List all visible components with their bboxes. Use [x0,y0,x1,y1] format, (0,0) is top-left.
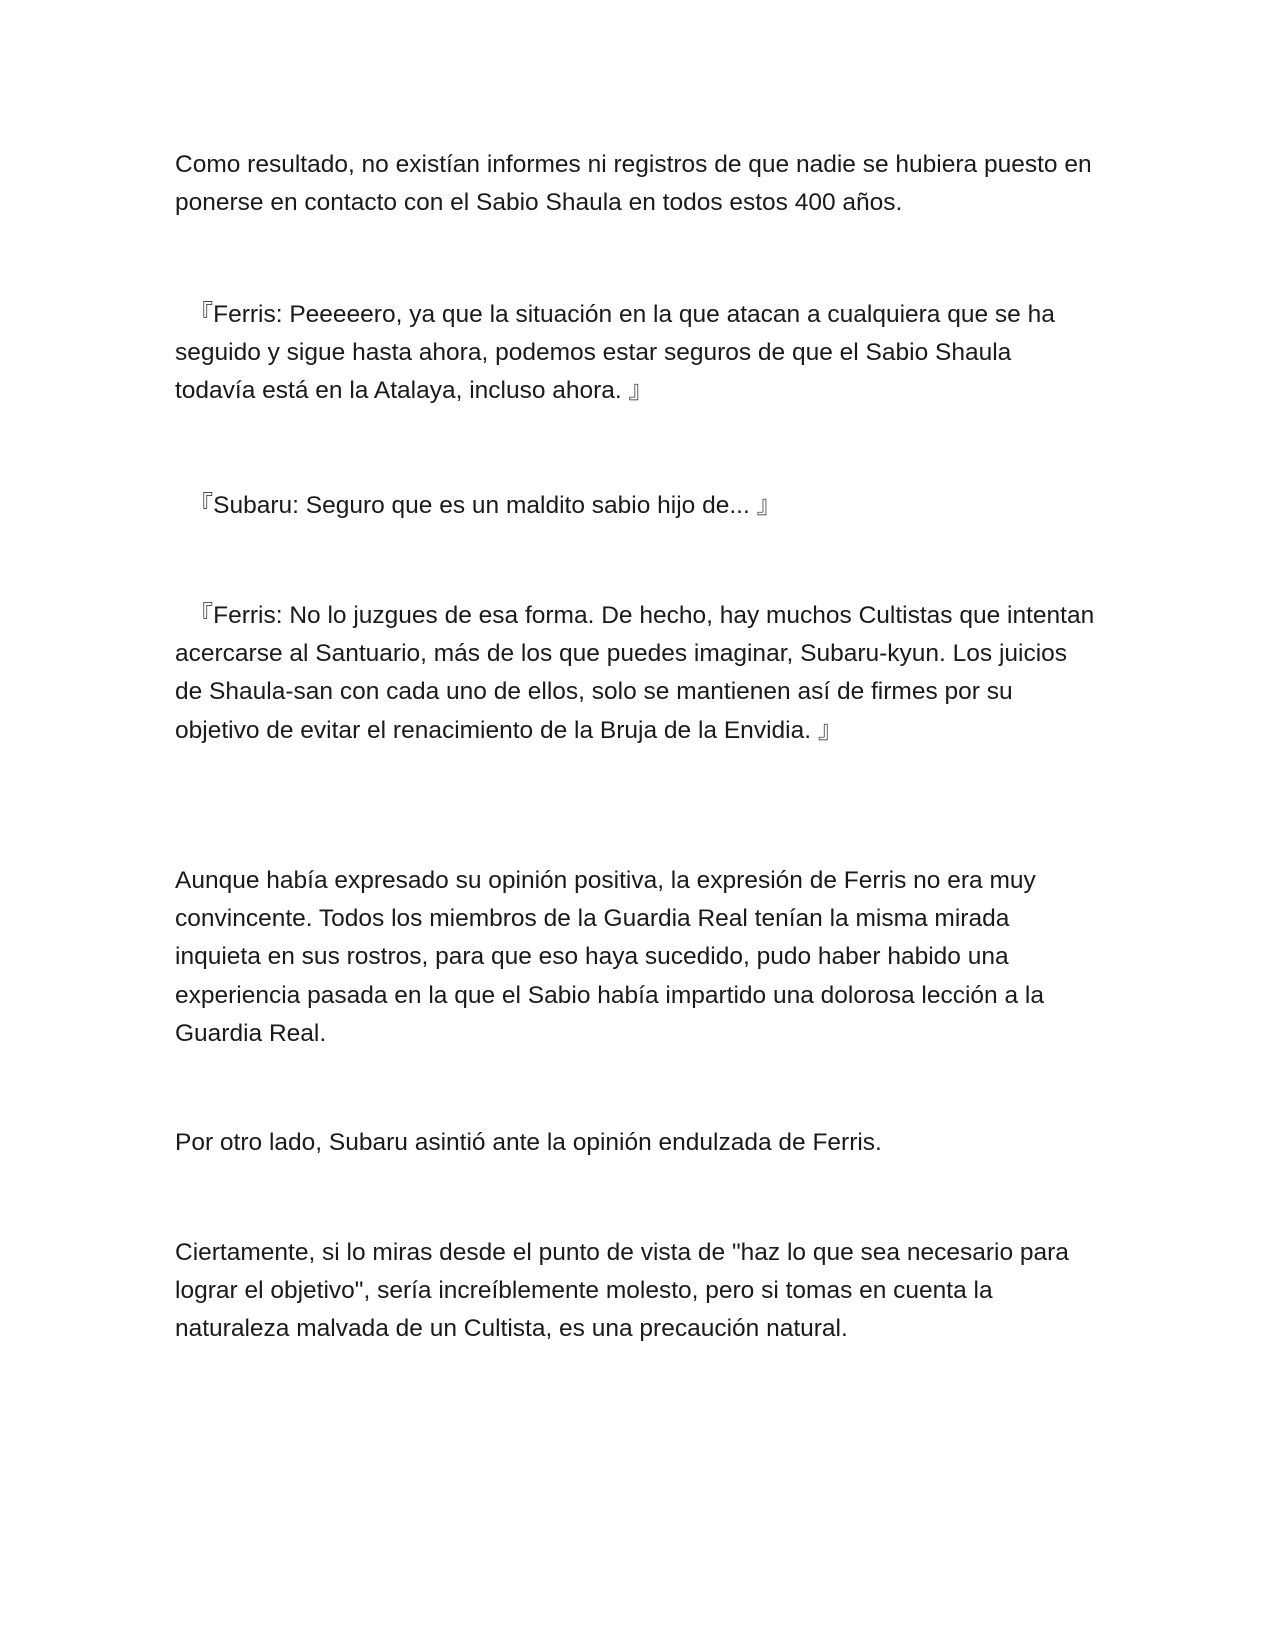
paragraph-narration-1: Como resultado, no existían informes ni registros de que nadie se hubiera puesto en ponerse en contacto con el Sabio Shaula en todos estos 400 años. [175,151,1099,217]
paragraph-dialogue-ferris-2: 『Ferris: No lo juzgues de esa forma. De hecho, hay muchos Cultistas que intentan acercarse al Santuario, más de los que puedes imaginar, Subaru-kyun. Los juicios de Shaula-san con cada uno de ellos, solo se mantienen así de firmes por su objetivo de evitar el renacimiento de la Bruja de la Envidia. 』 [175,602,1102,744]
paragraph-narration-2: Aunque había expresado su opinión positiva, la expresión de Ferris no era muy convincente. Todos los miembros de la Guardia Real tenían la misma mirada inquieta en sus rostros, para que eso haya sucedido, pudo haber habido una experiencia pasada en la que el Sabio había impartido una dolorosa lección a la Guardia Real. [175,867,1051,1047]
paragraph-dialogue-subaru: 『Subaru: Seguro que es un maldito sabio hijo de... 』 [175,492,782,519]
paragraph-dialogue-ferris-1: 『Ferris: Peeeeero, ya que la situación en la que atacan a cualquiera que se ha seguido y sigue hasta ahora, podemos estar seguros de que el Sabio Shaula todavía está en la Atalaya, incluso ahora. 』 [175,301,1062,405]
paragraph-narration-4: Ciertamente, si lo miras desde el punto de vista de "haz lo que sea necesario para lograr el objetivo", sería increíblemente molesto, pero si tomas en cuenta la naturaleza malvada de un Cultista, es una precaución natural. [175,1239,1076,1343]
paragraph-narration-3: Por otro lado, Subaru asintió ante la opinión endulzada de Ferris. [175,1129,882,1156]
